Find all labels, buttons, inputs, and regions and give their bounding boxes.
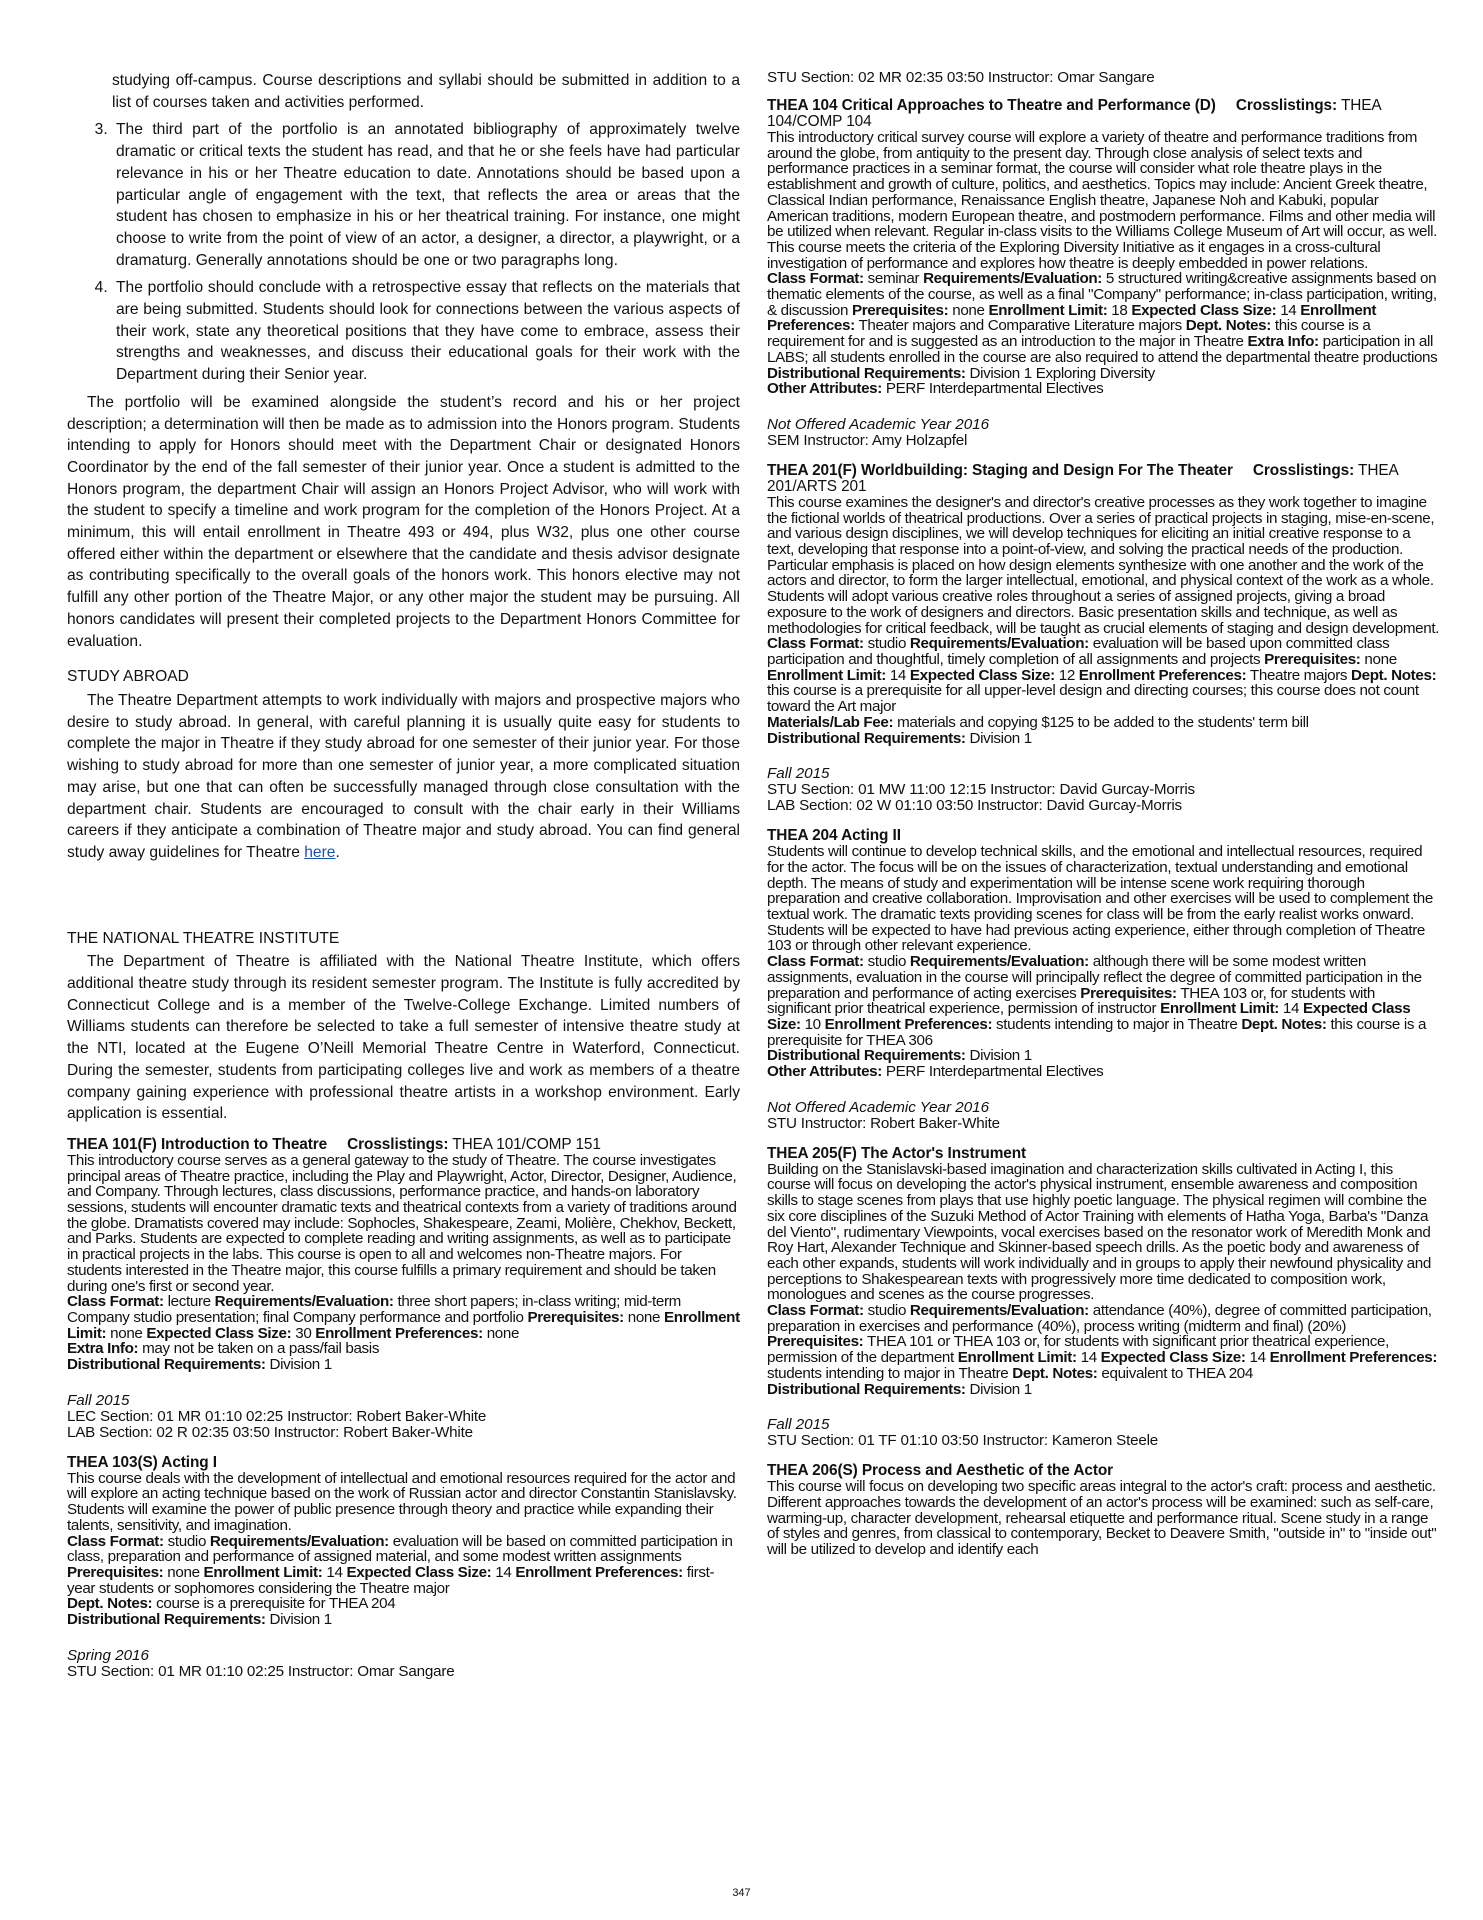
course-details: Class Format: studio Requirements/Evaluation: evaluation will be based on committed participation in class, preparation and performance of assigned material, and some modest written assignments Prerequisites: none Enrollment Limit: 14 Expected Class Size: 14 Enrollment Preferences: first-year students or sophomores considering the Theatre major Dept. Notes: course is a prerequisite for THEA 204 Distributional Requirements: Division 1 [67, 1532, 733, 1629]
course-details: Class Format: seminar Requirements/Evaluation: 5 structured writing&creative assignments based on thematic elements of the course, as well as a final "Company" performance; in-class participation, writing, & discussion Prerequisites: none Enrollment Limit: 18 Expected Class Size: 14 Enrollment Preferences: Theater majors and Comparative Literature majors Dept. Notes: this course is a requirement for and is suggested as an introduction to the major in Theatre Extra Info: participation in all LABS; all students enrolled in the course are also required to attend the departmental theatre productions Distributional Requirements: Division 1 Exploring Diversity Other Attributes: PERF Interdepartmental Electives [767, 270, 1438, 398]
course-term: Not Offered Academic Year 2016 [767, 415, 990, 433]
left-column [67, 70, 740, 1690]
course-description: This course examines the designer's and director's creative processes as they work together to imagine the fictional worlds of theatrical productions. Over a series of practical projects in staging, mise-en-scene, and various design disciplines, we will develop techniques for eliciting an initial creative response to a text, developing that response into a point-of-view, and solving the practical needs of the production. Particular emphasis is placed on how design elements synthesize with one another and the work of the actors and director, to form the larger intellectual, emotional, and physical context of the work as a whole. Students will adopt various creative roles throughout a series of assigned projects, giving a broad exposure to the work of designers and directors. Basic presentation skills and technique, as well as methodologies for critical feedback, will be taught as crucial elements of staging and design development. [767, 493, 1440, 637]
course-title: THEA 205(F) The Actor's Instrument [767, 1144, 1027, 1162]
course-thea-101 [67, 1137, 740, 1441]
course-section: STU Section: 01 TF 01:10 03:50 Instructor: Kameron Steele [767, 1432, 1159, 1450]
course-description: This course deals with the development of intellectual and emotional resources required for the actor and will explore an acting technique based on the work of Russian actor and director Constantin Stanislavsky. Students will examine the power of public presence through theory and practice while expanding their talents, sensitivity, and imagination. [67, 1469, 737, 1534]
course-thea-205 [767, 1146, 1440, 1450]
course-term: Fall 2015 [67, 1391, 130, 1409]
course-thea-206 [767, 1463, 1440, 1558]
portfolio-intro-tail: studying off-campus. Course descriptions and syllabi should be submitted in addition to a list of courses taken and activities performed. [112, 72, 740, 111]
course-title: THEA 103(S) Acting I [67, 1453, 217, 1471]
course-title: THEA 201(F) Worldbuilding: Staging and Design For The Theater Crosslistings: THEA 201/ARTS 201 [767, 461, 1398, 495]
course-description: This introductory critical survey course will explore a variety of theatre and performance traditions from around the globe, from antiquity to the present day. Through close analysis of select texts and performance practices in a seminar format, the course will consider what role theatre plays in the establishment and growth of culture, politics, and aesthetics. Topics may include: Ancient Greek theatre, Classical Indian performance, Renaissance English theatre, Japanese Noh and Kabuki, popular American traditions, modern European theatre, and postmodern performance. Films and other media will be utilized when relevant. Regular in-class visits to the Williams College Museum of Art will occur, as well. This course meets the criteria of the Exploring Diversity Initiative as it engages in a cross-cultural investigation of performance and explores how theatre is deeply embedded in power relations. [767, 129, 1438, 272]
study-abroad-heading: STUDY ABROAD [67, 668, 189, 686]
list-item: 3. The third part of the portfolio is an annotated bibliography of approximately twelve dramatic or critical texts the student has read, and that he or she feels have had particular relevance in his or her Theatre education to date. Annotations should be based upon a particular angle of engagement with the text, that reflects the area or areas that the student has chosen to emphasize in his or her theatrical training. For instance, one might choose to write from the point of view of an actor, a designer, a director, a playwright, or a dramaturg. Generally annotations should be one or two paragraphs long. [112, 119, 740, 271]
course-details: Class Format: studio Requirements/Evaluation: although there will be some modest written assignments, evaluation in the course will principally reflect the degree of committed participation in the preparation and performance of acting exercises Prerequisites: THEA 103 or, for students with significant prior theatrical experience, permission of instructor Enrollment Limit: 14 Expected Class Size: 10 Enrollment Preferences: students intending to major in Theatre Dept. Notes: this course is a prerequisite for THEA 306 Distributional Requirements: Division 1 Other Attributes: PERF Interdepartmental Electives [767, 953, 1427, 1081]
course-description: This introductory course serves as a general gateway to the study of Theatre. The course investigates principal areas of Theatre practice, including the Play and Playwright, Actor, Director, Designer, Audience, and Company. Through lectures, class discussions, performance practice, and hands-on laboratory sessions, students will encounter dramatic texts and theatrical contexts from a variety of traditions around the globe. Dramatists covered may include: Sophocles, Shakespeare, Zeami, Molière, Chekhov, Beckett, and Parks. Students are expected to complete reading and writing assignments, as well as to participate in practical projects in the labs. This course is open to all and welcomes non-Theatre majors. For students interested in the Theatre major, this course fulfills a primary requirement and should be taken during one's first or second year. [67, 1151, 737, 1295]
right-column [767, 70, 1440, 1568]
course-section: LEC Section: 01 MR 01:10 02:25 Instructor: Robert Baker-White [67, 1407, 487, 1425]
list-item: 4. The portfolio should conclude with a retrospective essay that reflects on the materials that are being submitted. Students should look for connections between the various aspects of their work, state any theoretical positions that they have come to embrace, assess their strengths and weaknesses, and discuss their educational goals for their work with the Department during their Senior year. [112, 277, 740, 386]
course-term: Fall 2015 [767, 765, 830, 783]
honors-paragraph: The portfolio will be examined alongside the student’s record and his or her project description; a determination will then be made as to admission into the Honors program. Students intending to apply for Honors should meet with the Department Chair or designated Honors Coordinator by the end of the fall semester of their junior year. Once a student is admitted to the Honors program, the department Chair will assign an Honors Project Advisor, who will work with the student to specify a timeline and work program for the completion of the Honors Project. At a minimum, this will entail enrollment in Theatre 493 or 494, plus W32, plus one other course offered either within the department or elsewhere that the candidate and thesis advisor designate as contributing specifically to the overall goals of the honors work. This honors elective may not fulfill any other portion of the Theatre Major, or any other major the student may be pursuing. All honors candidates will present their completed projects to the Department Honors Committee for evaluation. [67, 393, 740, 650]
course-term: Not Offered Academic Year 2016 [767, 1098, 990, 1116]
course-section: STU Instructor: Robert Baker-White [767, 1114, 1000, 1132]
course-section: STU Section: 01 MR 01:10 02:25 Instructor: Omar Sangare [67, 1662, 455, 1680]
nti-heading: THE NATIONAL THEATRE INSTITUTE [67, 929, 340, 947]
course-section: LAB Section: 02 W 01:10 03:50 Instructor: David Gurcay-Morris [767, 797, 1182, 815]
course-description: Building on the Stanislavski-based imagination and characterization skills cultivated in Acting I, this course will focus on developing the actor's physical instrument, ensemble awareness and composition skills to stage scenes from plays that use highly poetic language. The physical regimen will combine the six core disciplines of the Suzuki Method of Actor Training with elements of Hatha Yoga, Barba's "Danza del Viento", rudimentary Viewpoints, vocal exercises based on the resonator work of Meredith Monk and Roy Hart, Alexander Technique and Skinner-based speech drills. As the poetic body and awareness of each other expands, students will work individually and in groups to apply their newfound physicality and perceptions to Shakespearean texts with progressively more time dedicated to composition work, monologues and scenes as the course progresses. [767, 1160, 1431, 1304]
course-section: SEM Instructor: Amy Holzapfel [767, 431, 968, 449]
course-term: Spring 2016 [67, 1646, 149, 1664]
portfolio-list [67, 119, 740, 385]
study-guidelines-link[interactable]: here [304, 843, 336, 861]
course-section: STU Section: 02 MR 02:35 03:50 Instructor: Omar Sangare [767, 69, 1155, 86]
course-details: Class Format: lecture Requirements/Evaluation: three short papers; in-class writing; mid-term Company studio presentation; final Company performance and portfolio Prerequisites: none Enrollment Limit: none Expected Class Size: 30 Enrollment Preferences: none Extra Info: may not be taken on a pass/fail basis Distributional Requirements: Division 1 [67, 1293, 740, 1374]
course-details: Class Format: studio Requirements/Evaluation: attendance (40%), degree of committed participation, preparation in exercises and performance (40%), process writing (midterm and final) (20%) Prerequisites: THEA 101 or THEA 103 or, for students with significant prior theatrical experience, permission of the department Enrollment Limit: 14 Expected Class Size: 14 Enrollment Preferences: students intending to major in Theatre Dept. Notes: equivalent to THEA 204 Distributional Requirements: Division 1 [767, 1302, 1438, 1398]
course-title: THEA 101(F) Introduction to Theatre Crosslistings: THEA 101/COMP 151 [67, 1135, 601, 1153]
page-number: 347 [732, 1887, 751, 1899]
course-description: This course will focus on developing two specific areas integral to the actor's craft: process and aesthetic. Different approaches towards the development of an actor's process will be examined: such as self-care, warming-up, character development, rehearsal etiquette and performance ritual. Scene study in a range of styles and genres, from classical to contemporary, Becket to Deavere Smith, "outside in" to "inside out" will be utilized to develop and identify each [767, 1478, 1437, 1559]
nti-paragraph: The Department of Theatre is affiliated with the National Theatre Institute, which offers additional theatre study through its resident semester program. The Institute is fully accredited by Connecticut College and is a member of the Twelve-College Exchange. Limited numbers of Williams students can therefore be selected to take a full semester of intensive theatre study at the NTI, located at the Eugene O’Neill Memorial Theatre Centre in Waterford, Connecticut. During the semester, students from participating colleges live and work as members of a theatre company gaining experience with professional theatre artists in a workshop environment. Early application is essential. [67, 953, 740, 1123]
course-title: THEA 104 Critical Approaches to Theatre and Performance (D) Crosslistings: THEA 104/COMP 104 [767, 97, 1381, 130]
course-thea-103 [67, 1455, 740, 1680]
course-section: STU Section: 01 MW 11:00 12:15 Instructor: David Gurcay-Morris [767, 781, 1195, 799]
course-description: Students will continue to develop technical skills, and the emotional and intellectual resources, required for the actor. The focus will be on the issues of characterization, textual understanding and emotional depth. The means of study and experimentation will be intense scene work requiring thorough preparation and creative collaboration. Improvisation and other exercises will be used to complement the textual work. The dramatic texts providing scenes for class will be from the early realist works onward. Students will be expected to have had previous acting experience, either through completion of Theatre 103 or through other relevant experience. [767, 843, 1433, 955]
course-title: THEA 204 Acting II [767, 827, 901, 845]
course-details: Class Format: studio Requirements/Evaluation: evaluation will be based upon committed class participation and thoughtful, timely completion of all assignments and projects Prerequisites: none Enrollment Limit: 14 Expected Class Size: 12 Enrollment Preferences: Theatre majors Dept. Notes: this course is a prerequisite for all upper-level design and directing courses; this course does not count toward the Art major Materials/Lab Fee: materials and copying $125 to be added to the students' term bill Distributional Requirements: Division 1 [767, 635, 1437, 747]
course-thea-104 [767, 98, 1440, 449]
course-section: LAB Section: 02 R 02:35 03:50 Instructor: Robert Baker-White [67, 1423, 473, 1441]
course-title: THEA 206(S) Process and Aesthetic of the Actor [767, 1462, 1114, 1480]
course-thea-201 [767, 463, 1440, 814]
course-term: Fall 2015 [767, 1416, 830, 1434]
course-thea-204 [767, 828, 1440, 1132]
study-abroad-paragraph: The Theatre Department attempts to work individually with majors and prospective majors who desire to study abroad. In general, with careful planning it is usually quite easy for students to complete the major in Theatre if they study abroad for one semester of their junior year. For those wishing to study abroad for more than one semester of junior year, a more complicated situation may arise, but one that can often be successfully managed through close consultation with the department chair. Students are encouraged to consult with the chair early in their Williams careers if they anticipate a combination of Theatre major and study abroad. You can find general study away guidelines for Theatre here. [67, 691, 740, 861]
